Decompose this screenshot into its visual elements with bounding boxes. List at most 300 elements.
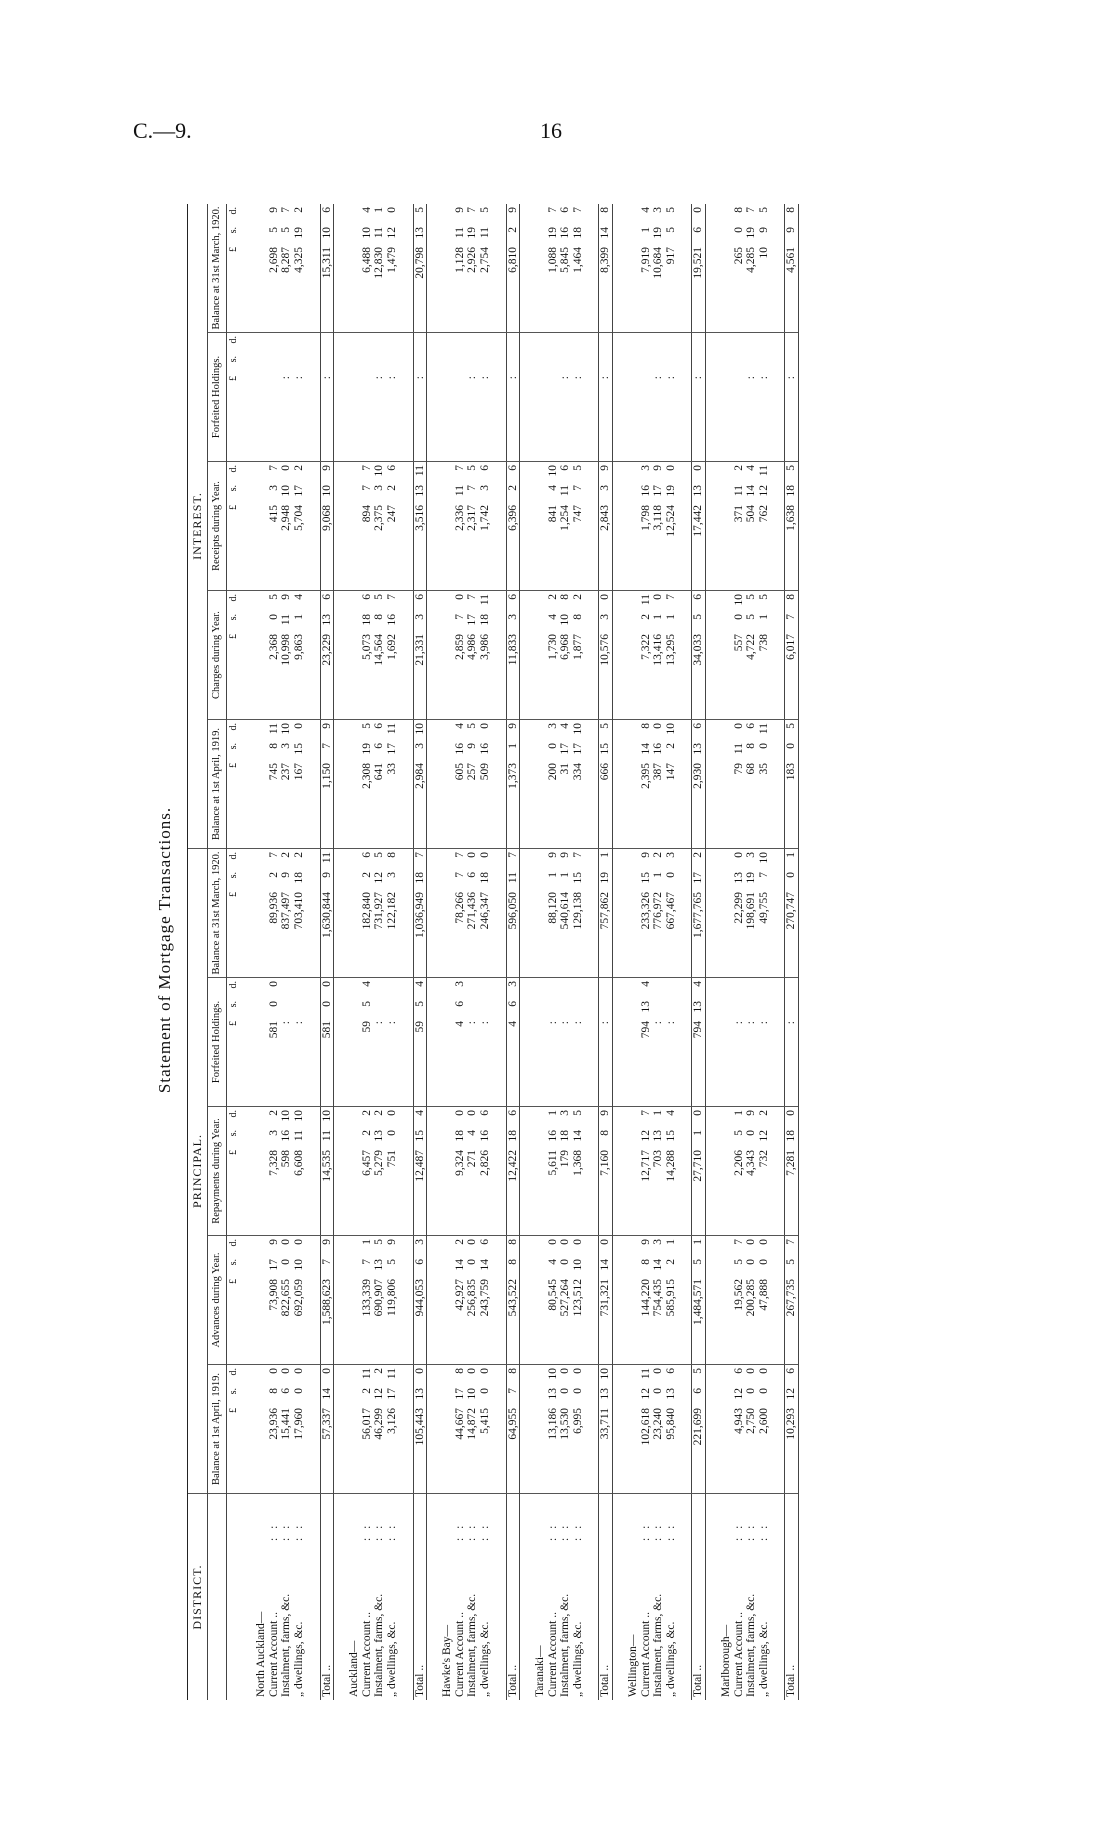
- amount-cell: [572, 462, 585, 591]
- pence: 0: [785, 1110, 798, 1116]
- shillings: 0: [280, 1259, 293, 1265]
- pence: 8: [639, 723, 652, 729]
- pence: 2: [292, 465, 305, 471]
- pence: 7: [745, 207, 758, 213]
- spacer-dots: [613, 1494, 628, 1545]
- shillings: 0: [664, 872, 677, 878]
- empty-cell: [613, 462, 628, 591]
- shillings: 4: [546, 1259, 559, 1265]
- pence: 0: [692, 207, 705, 213]
- pence: 5: [785, 465, 798, 471]
- pounds: 4,285: [745, 247, 758, 273]
- pence: 2: [292, 207, 305, 213]
- amount-cell: [785, 1107, 799, 1236]
- shillings: 0: [745, 1130, 758, 1136]
- pence: 0: [571, 1368, 584, 1374]
- pounds: 5,073: [360, 634, 373, 660]
- empty-cell: [241, 591, 255, 720]
- amount-cell: [599, 978, 613, 1107]
- pounds: 46,299: [373, 1408, 386, 1440]
- shillings: 12: [732, 1388, 745, 1400]
- pence: 0: [757, 1239, 770, 1245]
- shillings: 1: [639, 227, 652, 233]
- spacer-dots: [677, 1494, 692, 1545]
- shillings: 7: [360, 485, 373, 491]
- pence: 3: [652, 207, 665, 213]
- amount-cell: [640, 333, 653, 462]
- amount-cell: [559, 333, 572, 462]
- pounds: 2,826: [478, 1150, 491, 1176]
- pounds: 12,487: [413, 1150, 426, 1182]
- shillings: 8: [639, 1259, 652, 1265]
- amount-cell: [745, 720, 758, 849]
- empty-cell: [348, 333, 361, 462]
- unit-label: s.: [227, 356, 239, 363]
- empty-cell: [534, 462, 547, 591]
- district-name-row: [255, 204, 268, 1700]
- shillings: 7: [571, 485, 584, 491]
- amount-cell: [559, 1236, 572, 1365]
- pence: 0: [692, 465, 705, 471]
- pence: 0: [267, 1368, 280, 1374]
- pounds: 776,972: [652, 892, 665, 930]
- pence: 10: [757, 852, 770, 864]
- shillings: 19: [466, 227, 479, 239]
- amount-cell: [785, 333, 799, 462]
- amount-cell: [280, 333, 293, 462]
- amount-cell: [745, 333, 758, 462]
- pounds: 167: [292, 763, 305, 781]
- pounds: 666: [599, 763, 612, 781]
- amount-cell: [373, 1236, 386, 1365]
- amount-cell: [572, 849, 585, 978]
- pence: 10: [413, 723, 426, 735]
- pounds: 23,240: [652, 1408, 665, 1440]
- amount-cell: [758, 204, 771, 333]
- shillings: 13: [320, 614, 333, 626]
- shillings: 0: [267, 614, 280, 620]
- empty-cell: [627, 720, 640, 849]
- pounds: 557: [732, 634, 745, 652]
- empty-cell: [427, 720, 442, 849]
- shillings: 15: [599, 743, 612, 755]
- amount-cell: [373, 720, 386, 849]
- pence: 6: [478, 1239, 491, 1245]
- pounds: 6,457: [360, 1150, 373, 1176]
- pence: 6: [413, 594, 426, 600]
- shillings: 7: [360, 1259, 373, 1265]
- district-dots: [255, 1494, 268, 1545]
- amount-cell: [280, 1236, 293, 1365]
- shillings: 0: [732, 614, 745, 620]
- pounds: 5,611: [546, 1150, 559, 1176]
- pence: 9: [267, 1239, 280, 1245]
- shillings: 11: [478, 227, 491, 239]
- amount-cell: [745, 849, 758, 978]
- district-name-row: [441, 204, 454, 1700]
- unit-label: £: [227, 1408, 239, 1413]
- pounds: 794: [692, 1021, 705, 1039]
- shillings: 0: [745, 1259, 758, 1265]
- shillings: 19: [745, 227, 758, 239]
- pence: 0: [757, 1368, 770, 1374]
- pounds: 7,322: [639, 634, 652, 660]
- shillings: 13: [692, 743, 705, 755]
- amount-cell: [293, 462, 306, 591]
- pounds: 1,128: [453, 247, 466, 273]
- pence: 0: [413, 1368, 426, 1374]
- pence: 7: [732, 1239, 745, 1245]
- amount-cell: [506, 849, 520, 978]
- pounds: 837,497: [280, 892, 293, 930]
- row-label: „ dwellings, &c.: [292, 1621, 305, 1697]
- empty-cell: [584, 204, 599, 333]
- pounds: 745: [267, 763, 280, 781]
- district-dots: [348, 1494, 361, 1545]
- pounds: 2,859: [453, 634, 466, 660]
- shillings: 2: [506, 227, 519, 233]
- pounds: 703: [652, 1150, 665, 1168]
- pounds: 14,564: [373, 634, 386, 666]
- pence: 9: [385, 1239, 398, 1245]
- pounds: 257: [466, 763, 479, 781]
- pence: 7: [664, 594, 677, 600]
- pence: 0: [466, 1110, 479, 1116]
- amount-cell: [665, 462, 678, 591]
- district-col-spacer: [207, 1494, 226, 1701]
- amount-cell: [758, 849, 771, 978]
- pounds: 1,798: [639, 505, 652, 531]
- pence: 5: [267, 594, 280, 600]
- spacer-dots: [584, 1494, 599, 1545]
- shillings: 17: [385, 743, 398, 755]
- pounds: 56,017: [360, 1408, 373, 1440]
- pounds: 265: [732, 247, 745, 265]
- amount-cell: [599, 849, 613, 978]
- pounds: 543,522: [506, 1279, 519, 1317]
- empty-cell: [348, 1365, 361, 1494]
- row-label: Instalment, farms, &c.: [280, 1593, 293, 1697]
- empty-cell: [520, 978, 535, 1107]
- table-row: [665, 204, 678, 1700]
- district-dots: [534, 1494, 547, 1545]
- row-leader-dots: : :: [453, 1522, 466, 1541]
- empty-cell: [348, 204, 361, 333]
- table-row: [293, 204, 306, 1700]
- amount-cell: [758, 1365, 771, 1494]
- pence: 6: [360, 594, 373, 600]
- district-name-row: [627, 204, 640, 1700]
- empty-cell: [534, 1107, 547, 1236]
- total-row: [320, 204, 334, 1700]
- pence: 3: [506, 981, 519, 987]
- pounds: :: [478, 376, 491, 380]
- amount-cell: [268, 1365, 281, 1494]
- mortgage-transactions-table: [187, 204, 799, 1700]
- empty-cell: [720, 1107, 733, 1236]
- pence: 0: [385, 1110, 398, 1116]
- empty-cell: [399, 1365, 414, 1494]
- pounds: 19,562: [732, 1279, 745, 1311]
- pounds: 9,068: [320, 505, 333, 531]
- district-name-row: [348, 204, 361, 1700]
- amount-cell: [559, 1365, 572, 1494]
- empty-cell: [255, 591, 268, 720]
- shillings: 11: [732, 743, 745, 755]
- amount-cell: [361, 462, 374, 591]
- unit-label: s.: [227, 872, 239, 879]
- shillings: 1: [664, 614, 677, 620]
- shillings: 2: [664, 743, 677, 749]
- unit-header: [226, 333, 241, 462]
- pence: 9: [599, 465, 612, 471]
- pounds: 198,691: [745, 892, 758, 930]
- empty-cell: [427, 204, 442, 333]
- pounds: 144,220: [639, 1279, 652, 1317]
- amount-cell: [599, 1107, 613, 1236]
- amount-cell: [785, 591, 799, 720]
- pence: 5: [373, 1239, 386, 1245]
- empty-cell: [399, 1107, 414, 1236]
- shillings: 9: [785, 227, 798, 233]
- empty-cell: [627, 204, 640, 333]
- pence: 11: [360, 1368, 373, 1380]
- pence: 0: [292, 1368, 305, 1374]
- row-label: Instalment, farms, &c.: [373, 1593, 386, 1697]
- empty-cell: [706, 1236, 721, 1365]
- empty-cell: [677, 1107, 692, 1236]
- amount-cell: [758, 591, 771, 720]
- shillings: 5: [692, 614, 705, 620]
- empty-cell: [534, 204, 547, 333]
- pounds: 14,288: [664, 1150, 677, 1182]
- pounds: 13,186: [546, 1408, 559, 1440]
- row-leader-dots: : :: [280, 1522, 293, 1541]
- pounds: 944,053: [413, 1279, 426, 1317]
- total-row: [692, 204, 706, 1700]
- spacer-label: [613, 1544, 628, 1700]
- shillings: 3: [267, 1130, 280, 1136]
- empty-cell: [770, 333, 785, 462]
- pounds: 7,281: [785, 1150, 798, 1176]
- shillings: 10: [571, 1259, 584, 1271]
- amount-cell: [386, 462, 399, 591]
- spacer-row: [399, 204, 414, 1700]
- spacer-label: [706, 1544, 721, 1700]
- pounds: 5,704: [292, 505, 305, 531]
- pence: 6: [559, 465, 572, 471]
- empty-cell: [427, 591, 442, 720]
- shillings: 8: [373, 614, 386, 620]
- pence: 6: [506, 465, 519, 471]
- pence: 6: [320, 207, 333, 213]
- pence: 10: [373, 465, 386, 477]
- empty-cell: [770, 1107, 785, 1236]
- pence: 3: [639, 465, 652, 471]
- shillings: 5: [745, 614, 758, 620]
- pounds: 917: [664, 247, 677, 265]
- pounds: :: [320, 376, 333, 380]
- shillings: 17: [571, 743, 584, 755]
- amount-cell: [547, 720, 560, 849]
- empty-cell: [770, 849, 785, 978]
- rotated-page-content: [155, 200, 1075, 1700]
- empty-cell: [492, 720, 507, 849]
- empty-cell: [492, 1365, 507, 1494]
- pounds: 334: [571, 763, 584, 781]
- amount-cell: [559, 1107, 572, 1236]
- spacer-row: [584, 204, 599, 1700]
- amount-cell: [466, 204, 479, 333]
- shillings: 13: [599, 1388, 612, 1400]
- shillings: 13: [373, 1130, 386, 1142]
- shillings: 18: [292, 872, 305, 884]
- shillings: 13: [546, 1388, 559, 1400]
- shillings: 6: [692, 1388, 705, 1394]
- pence: 7: [453, 465, 466, 471]
- pence: 2: [360, 1110, 373, 1116]
- table-row: [572, 204, 585, 1700]
- amount-cell: [506, 720, 520, 849]
- pounds: 12,717: [639, 1150, 652, 1182]
- unit-label: £: [227, 763, 239, 768]
- amount-cell: [733, 720, 746, 849]
- pounds: 10,293: [785, 1408, 798, 1440]
- unit-label: d.: [227, 852, 239, 860]
- amount-cell: [640, 720, 653, 849]
- empty-cell: [399, 591, 414, 720]
- empty-cell: [399, 978, 414, 1107]
- empty-cell: [441, 1236, 454, 1365]
- shillings: 14: [639, 743, 652, 755]
- pounds: 581: [320, 1021, 333, 1039]
- shillings: 0: [785, 743, 798, 749]
- shillings: 12: [639, 1388, 652, 1400]
- spacer-dots: [492, 1494, 507, 1545]
- page-code: C.—9.: [133, 118, 192, 143]
- table-row: [559, 204, 572, 1700]
- pence: 0: [652, 594, 665, 600]
- amount-cell: [665, 591, 678, 720]
- amount-cell: [466, 591, 479, 720]
- pounds: :: [571, 1021, 584, 1025]
- column-header-row: [207, 204, 226, 1700]
- pence: 7: [571, 852, 584, 858]
- amount-cell: [454, 1236, 467, 1365]
- row-leader-dots: : :: [652, 1522, 665, 1541]
- shillings: 0: [559, 1259, 572, 1265]
- pence: 7: [546, 207, 559, 213]
- shillings: 5: [267, 227, 280, 233]
- pence: 6: [478, 1110, 491, 1116]
- pence: 8: [559, 594, 572, 600]
- amount-cell: [572, 1365, 585, 1494]
- empty-cell: [706, 462, 721, 591]
- shillings: 11: [453, 485, 466, 497]
- table-row: [733, 204, 746, 1700]
- pence: 7: [413, 852, 426, 858]
- amount-cell: [547, 591, 560, 720]
- empty-cell: [706, 978, 721, 1107]
- unit-label: s.: [227, 614, 239, 621]
- shillings: 7: [320, 1259, 333, 1265]
- shillings: 14: [652, 1259, 665, 1271]
- pounds: :: [571, 376, 584, 380]
- amount-cell: [785, 462, 799, 591]
- table-row: [454, 204, 467, 1700]
- shillings: 13: [373, 1259, 386, 1271]
- shillings: 3: [599, 485, 612, 491]
- pence: 10: [732, 594, 745, 606]
- pounds: 1,479: [385, 247, 398, 273]
- unit-label: s.: [227, 227, 239, 234]
- row-leader-dots: : :: [745, 1522, 758, 1541]
- amount-cell: [547, 849, 560, 978]
- amount-cell: [785, 1236, 799, 1365]
- empty-cell: [627, 1107, 640, 1236]
- pounds: :: [785, 376, 798, 380]
- shillings: 7: [453, 872, 466, 878]
- pence: 7: [267, 852, 280, 858]
- empty-cell: [677, 978, 692, 1107]
- pounds: 7,160: [599, 1150, 612, 1176]
- amount-cell: [413, 1107, 427, 1236]
- amount-cell: [733, 462, 746, 591]
- amount-cell: [466, 978, 479, 1107]
- table-row: [280, 204, 293, 1700]
- shillings: 8: [267, 1388, 280, 1394]
- amount-cell: [293, 591, 306, 720]
- amount-cell: [640, 849, 653, 978]
- amount-cell: [692, 720, 706, 849]
- pounds: 841: [546, 505, 559, 523]
- pounds: 9,863: [292, 634, 305, 660]
- amount-cell: [692, 978, 706, 1107]
- shillings: 19: [599, 872, 612, 884]
- pence: 10: [292, 1110, 305, 1122]
- amount-cell: [373, 1107, 386, 1236]
- empty-cell: [584, 1107, 599, 1236]
- pence: 0: [559, 1239, 572, 1245]
- empty-cell: [534, 591, 547, 720]
- amount-cell: [268, 849, 281, 978]
- pence: 10: [599, 1368, 612, 1380]
- shillings: 16: [546, 1130, 559, 1142]
- amount-cell: [320, 720, 334, 849]
- pounds: :: [373, 1021, 386, 1025]
- shillings: 14: [478, 1259, 491, 1271]
- pence: 5: [757, 594, 770, 600]
- amount-cell: [745, 1236, 758, 1365]
- pence: 5: [785, 723, 798, 729]
- amount-cell: [454, 978, 467, 1107]
- empty-cell: [334, 720, 349, 849]
- spacer-dots: [334, 1494, 349, 1545]
- amount-cell: [361, 1236, 374, 1365]
- pounds: :: [506, 376, 519, 380]
- amount-cell: [361, 849, 374, 978]
- pence: 4: [453, 723, 466, 729]
- empty-cell: [720, 978, 733, 1107]
- pence: 0: [478, 1368, 491, 1374]
- pounds: 667,467: [664, 892, 677, 930]
- pence: 10: [320, 1110, 333, 1122]
- empty-cell: [348, 1107, 361, 1236]
- pounds: 1,742: [478, 505, 491, 531]
- shillings: 5: [785, 1259, 798, 1265]
- shillings: 5: [732, 1130, 745, 1136]
- pence: 1: [785, 852, 798, 858]
